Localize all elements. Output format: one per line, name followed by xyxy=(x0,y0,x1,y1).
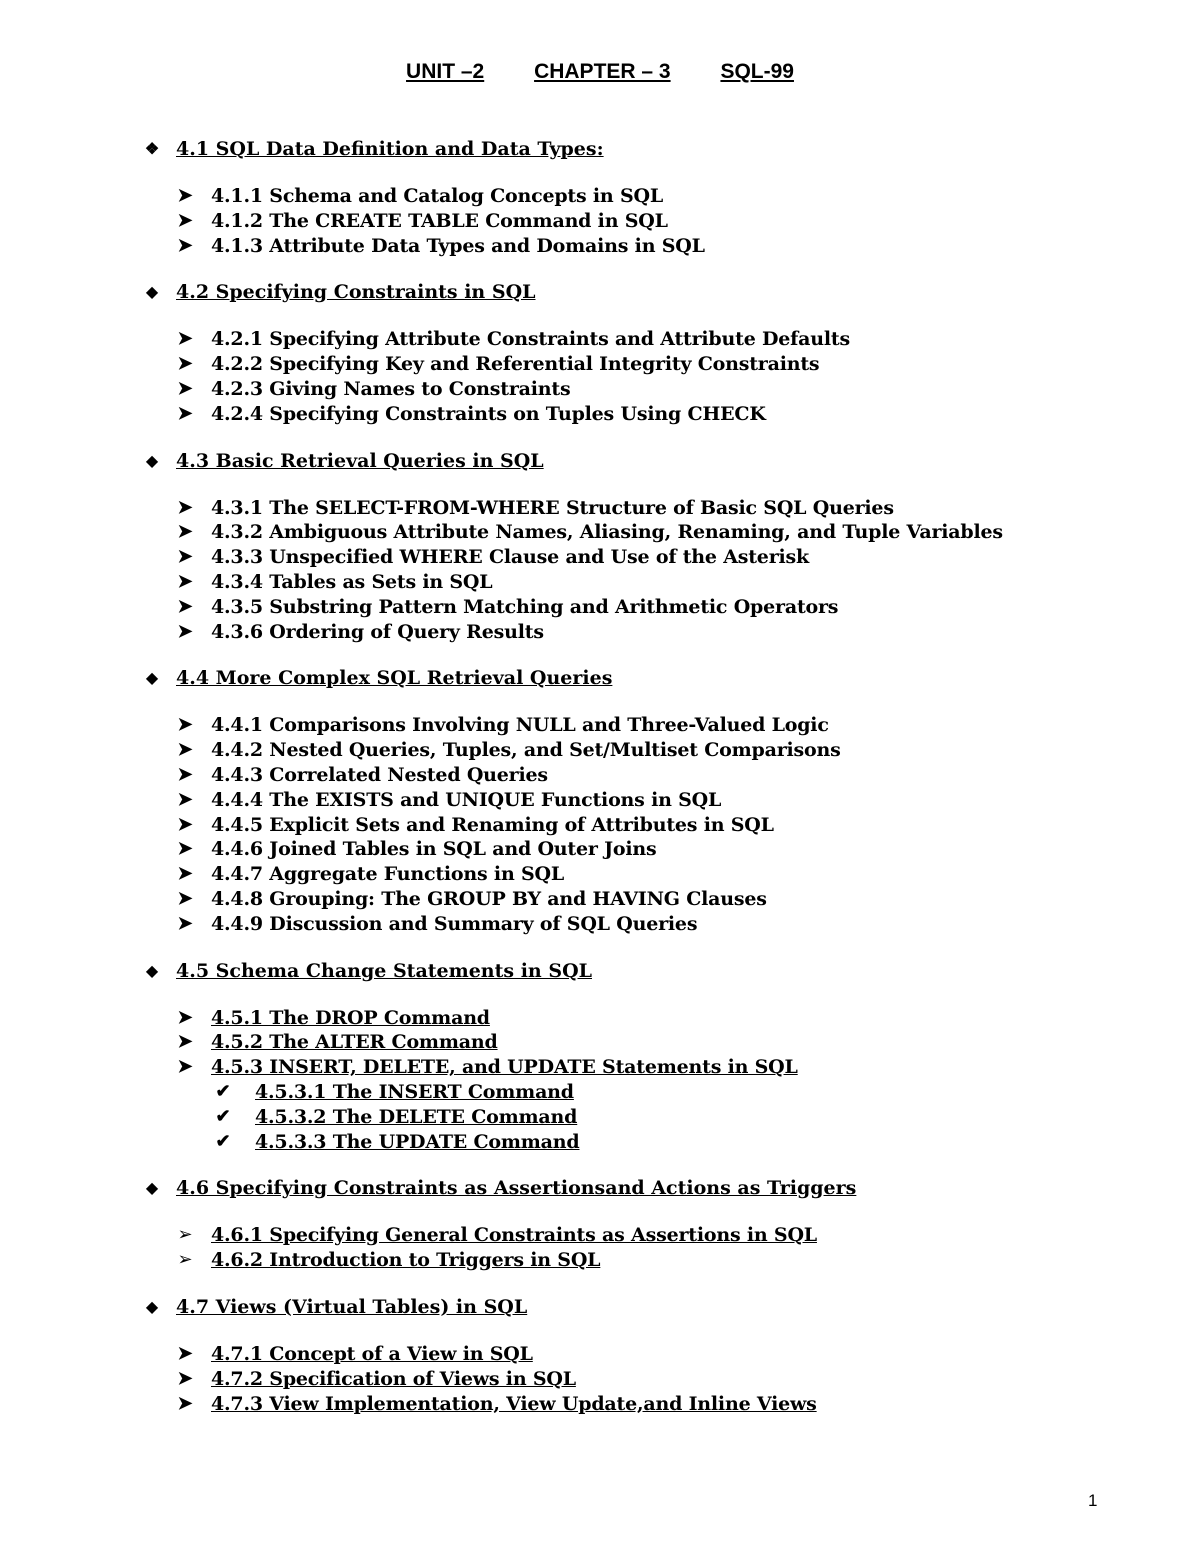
arrowhead-bullet-icon: ➤ xyxy=(177,328,193,350)
item-text: 4.4.7 Aggregate Functions in SQL xyxy=(211,863,565,886)
outline-section xyxy=(0,277,1200,426)
outline-section xyxy=(0,134,1200,258)
diamond-bullet-icon: ◆ xyxy=(145,1178,159,1198)
item-text: 4.3.4 Tables as Sets in SQL xyxy=(211,570,493,593)
arrowhead-bullet-icon: ➤ xyxy=(177,788,193,810)
subsection-item xyxy=(0,1030,1200,1055)
arrowhead-bullet-icon: ➤ xyxy=(177,377,193,399)
subsection-item xyxy=(0,1367,1200,1392)
item-text: 4.5.2 The ALTER Command xyxy=(211,1031,498,1054)
section-title: 4.5 Schema Change Statements in SQL xyxy=(176,959,592,982)
section-heading xyxy=(0,446,1200,476)
outline-section xyxy=(0,1173,1200,1273)
item-text: 4.1.1 Schema and Catalog Concepts in SQL xyxy=(211,185,663,207)
item-text: 4.2.2 Specifying Key and Referential Integrity Constraints xyxy=(211,353,820,376)
four-diamond-bullet-icon: ❖ xyxy=(144,139,160,158)
arrowhead-bullet-icon: ➤ xyxy=(177,546,193,568)
subsection-item xyxy=(0,184,1200,209)
arrowhead-bullet-icon: ➤ xyxy=(177,714,193,736)
item-text: 4.2.4 Specifying Constraints on Tuples Using CHECK xyxy=(211,402,766,425)
section-heading xyxy=(0,956,1200,986)
item-text: 4.2.3 Giving Names to Constraints xyxy=(211,377,571,400)
item-text: 4.4.2 Nested Queries, Tuples, and Set/Multiset Comparisons xyxy=(211,739,841,762)
item-text: 4.6.1 Specifying General Constraints as Assertions in SQL xyxy=(211,1224,817,1247)
item-text: 4.4.6 Joined Tables in SQL and Outer Joins xyxy=(211,838,657,861)
diamond-bullet-icon: ◆ xyxy=(145,668,159,688)
section-heading xyxy=(0,277,1200,307)
item-text: 4.5.3 INSERT, DELETE, and UPDATE Statements in SQL xyxy=(211,1056,798,1079)
section-title: 4.6 Specifying Constraints as Assertionsand Actions as Triggers xyxy=(176,1177,857,1200)
checkmark-bullet-icon: ✔ xyxy=(215,1080,231,1102)
subsection-subitem xyxy=(0,1105,1200,1130)
subsection-item xyxy=(0,595,1200,620)
diamond-bullet-icon: ◆ xyxy=(145,1296,159,1316)
subsection-item xyxy=(0,788,1200,813)
arrowhead-bullet-icon: ➤ xyxy=(177,496,193,518)
arrowhead-bullet-icon: ➤ xyxy=(177,1367,193,1389)
page-number: 1 xyxy=(1088,1491,1098,1510)
item-text: 4.4.3 Correlated Nested Queries xyxy=(211,763,548,786)
item-text: 4.3.6 Ordering of Query Results xyxy=(211,620,544,643)
arrowhead-bullet-icon: ➤ xyxy=(177,353,193,375)
outline-section xyxy=(0,446,1200,645)
item-text: 4.3.2 Ambiguous Attribute Names, Aliasing, Renaming, and Tuple Variables xyxy=(211,521,1003,544)
outline-section xyxy=(0,1292,1200,1416)
outline-section xyxy=(0,663,1200,936)
subsection-item xyxy=(0,377,1200,402)
item-text: 4.1.2 The CREATE TABLE Command in SQL xyxy=(211,209,668,232)
item-text: 4.5.3.1 The INSERT Command xyxy=(255,1080,574,1103)
arrowhead-bullet-icon: ➤ xyxy=(177,887,193,909)
subsection-item xyxy=(0,1342,1200,1367)
item-text: 4.4.9 Discussion and Summary of SQL Queries xyxy=(211,912,698,935)
item-text: 4.4.8 Grouping: The GROUP BY and HAVING Clauses xyxy=(211,887,767,910)
arrowhead-bullet-icon: ➤ xyxy=(177,185,193,206)
arrowhead-bullet-icon: ➤ xyxy=(177,763,193,785)
subsection-item xyxy=(0,520,1200,545)
arrowhead-bullet-icon: ➤ xyxy=(177,863,193,885)
checkmark-bullet-icon: ✔ xyxy=(215,1130,231,1152)
arrowhead-bullet-icon: ➤ xyxy=(177,521,193,543)
item-text: 4.7.1 Concept of a View in SQL xyxy=(211,1342,533,1365)
subsection-item xyxy=(0,837,1200,862)
subsection-item xyxy=(0,887,1200,912)
arrowhead-bullet-icon: ➤ xyxy=(177,1006,193,1028)
section-heading xyxy=(0,1292,1200,1322)
checkmark-bullet-icon: ✔ xyxy=(215,1105,231,1127)
item-text: 4.5.1 The DROP Command xyxy=(211,1006,490,1029)
topic-label: SQL-99 xyxy=(720,60,794,83)
diamond-bullet-icon: ◆ xyxy=(145,282,159,302)
section-title: 4.1 SQL Data Definition and Data Types: xyxy=(176,138,604,160)
section-title: 4.7 Views (Virtual Tables) in SQL xyxy=(176,1295,528,1318)
document-title xyxy=(0,60,1200,84)
arrowhead-bullet-icon: ➤ xyxy=(177,838,193,860)
subsection-item xyxy=(0,327,1200,352)
subsection-item xyxy=(0,1006,1200,1031)
subsection-item xyxy=(0,1248,1200,1273)
subsection-item xyxy=(0,1223,1200,1248)
subsection-item xyxy=(0,234,1200,259)
subsection-item xyxy=(0,862,1200,887)
arrowhead-bullet-icon: ➤ xyxy=(177,1031,193,1053)
section-title: 4.3 Basic Retrieval Queries in SQL xyxy=(176,449,544,472)
section-title: 4.4 More Complex SQL Retrieval Queries xyxy=(176,667,613,690)
subsection-item xyxy=(0,813,1200,838)
arrowhead-bullet-icon: ➢ xyxy=(177,1249,193,1271)
subsection-item xyxy=(0,545,1200,570)
outline-section xyxy=(0,956,1200,1155)
arrowhead-bullet-icon: ➤ xyxy=(177,209,193,231)
arrowhead-bullet-icon: ➤ xyxy=(177,912,193,934)
arrowhead-bullet-icon: ➤ xyxy=(177,570,193,592)
chapter-outline xyxy=(0,134,1200,1435)
item-text: 4.2.1 Specifying Attribute Constraints and Attribute Defaults xyxy=(211,328,850,351)
subsection-subitem xyxy=(0,1130,1200,1155)
subsection-item xyxy=(0,738,1200,763)
subsection-item xyxy=(0,912,1200,937)
subsection-item xyxy=(0,209,1200,234)
item-text: 4.4.1 Comparisons Involving NULL and Three-Valued Logic xyxy=(211,714,829,737)
item-text: 4.5.3.3 The UPDATE Command xyxy=(255,1130,580,1153)
section-title: 4.2 Specifying Constraints in SQL xyxy=(176,281,536,304)
chapter-label: CHAPTER – 3 xyxy=(534,60,671,83)
item-text: 4.4.4 The EXISTS and UNIQUE Functions in SQL xyxy=(211,788,722,811)
arrowhead-bullet-icon: ➤ xyxy=(177,595,193,617)
section-heading xyxy=(0,1173,1200,1203)
item-text: 4.3.1 The SELECT-FROM-WHERE Structure of Basic SQL Queries xyxy=(211,496,894,519)
arrowhead-bullet-icon: ➤ xyxy=(177,402,193,424)
subsection-item xyxy=(0,352,1200,377)
subsection-item xyxy=(0,620,1200,645)
arrowhead-bullet-icon: ➤ xyxy=(177,813,193,835)
unit-label: UNIT –2 xyxy=(406,60,485,83)
item-text: 4.1.3 Attribute Data Types and Domains in SQL xyxy=(211,234,705,257)
item-text: 4.3.5 Substring Pattern Matching and Arithmetic Operators xyxy=(211,595,839,618)
arrowhead-bullet-icon: ➤ xyxy=(177,739,193,761)
subsection-item xyxy=(0,402,1200,427)
subsection-item xyxy=(0,713,1200,738)
arrowhead-bullet-icon: ➤ xyxy=(177,1056,193,1078)
arrowhead-bullet-icon: ➤ xyxy=(177,234,193,256)
arrowhead-bullet-icon: ➢ xyxy=(177,1224,193,1246)
subsection-item xyxy=(0,763,1200,788)
item-text: 4.5.3.2 The DELETE Command xyxy=(255,1105,578,1128)
subsection-item xyxy=(0,496,1200,521)
section-heading xyxy=(0,134,1200,164)
section-heading xyxy=(0,663,1200,693)
subsection-item xyxy=(0,1392,1200,1417)
arrowhead-bullet-icon: ➤ xyxy=(177,1342,193,1364)
subsection-subitem xyxy=(0,1080,1200,1105)
item-text: 4.6.2 Introduction to Triggers in SQL xyxy=(211,1249,601,1272)
arrowhead-bullet-icon: ➤ xyxy=(177,1392,193,1414)
item-text: 4.7.3 View Implementation, View Update,and Inline Views xyxy=(211,1392,817,1415)
item-text: 4.3.3 Unspecified WHERE Clause and Use of the Asterisk xyxy=(211,546,809,569)
item-text: 4.7.2 Specification of Views in SQL xyxy=(211,1367,576,1390)
subsection-item xyxy=(0,1055,1200,1080)
diamond-bullet-icon: ◆ xyxy=(145,960,159,980)
arrowhead-bullet-icon: ➤ xyxy=(177,620,193,642)
subsection-item xyxy=(0,570,1200,595)
diamond-bullet-icon: ◆ xyxy=(145,450,159,470)
item-text: 4.4.5 Explicit Sets and Renaming of Attributes in SQL xyxy=(211,813,774,836)
